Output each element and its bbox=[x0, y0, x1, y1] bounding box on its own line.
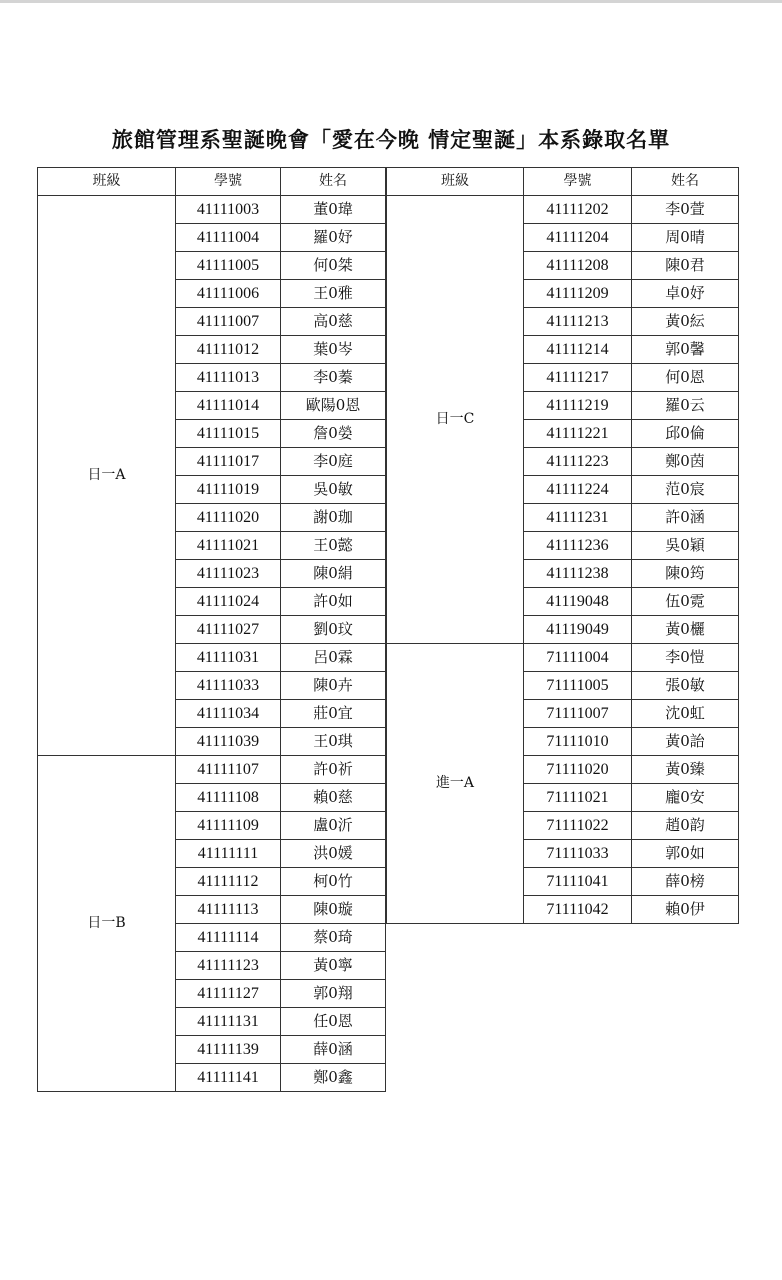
student-name-cell: 鄭0鑫 bbox=[281, 1064, 386, 1092]
student-name-cell: 黃0欐 bbox=[632, 616, 739, 644]
header-row bbox=[38, 168, 386, 196]
roster-table-right bbox=[386, 167, 739, 924]
student-id-cell: 41111219 bbox=[524, 392, 632, 420]
student-id-cell: 41111023 bbox=[176, 560, 281, 588]
student-name-cell: 劉0玟 bbox=[281, 616, 386, 644]
student-name-cell: 呂0霖 bbox=[281, 644, 386, 672]
student-name-cell: 柯0竹 bbox=[281, 868, 386, 896]
student-id-cell: 41111111 bbox=[176, 840, 281, 868]
table-row bbox=[38, 756, 386, 784]
student-name-cell: 賴0伊 bbox=[632, 896, 739, 924]
student-id-cell: 41111107 bbox=[176, 756, 281, 784]
student-name-cell: 蔡0琦 bbox=[281, 924, 386, 952]
student-id-cell: 41111014 bbox=[176, 392, 281, 420]
student-name-cell: 沈0虹 bbox=[632, 700, 739, 728]
student-id-cell: 41111031 bbox=[176, 644, 281, 672]
table-row bbox=[387, 644, 739, 672]
student-name-cell: 張0敏 bbox=[632, 672, 739, 700]
student-id-cell: 71111007 bbox=[524, 700, 632, 728]
student-id-cell: 41111017 bbox=[176, 448, 281, 476]
student-name-cell: 洪0媛 bbox=[281, 840, 386, 868]
top-divider bbox=[0, 0, 782, 3]
student-name-cell: 薛0榜 bbox=[632, 868, 739, 896]
student-id-cell: 41111217 bbox=[524, 364, 632, 392]
student-id-cell: 41111208 bbox=[524, 252, 632, 280]
student-id-cell: 41111113 bbox=[176, 896, 281, 924]
student-name-cell: 羅0云 bbox=[632, 392, 739, 420]
student-id-cell: 71111005 bbox=[524, 672, 632, 700]
student-id-cell: 71111022 bbox=[524, 812, 632, 840]
student-id-cell: 41111236 bbox=[524, 532, 632, 560]
student-name-cell: 陳0絹 bbox=[281, 560, 386, 588]
student-id-cell: 71111041 bbox=[524, 868, 632, 896]
student-id-cell: 71111020 bbox=[524, 756, 632, 784]
student-name-cell: 許0祈 bbox=[281, 756, 386, 784]
student-name-cell: 趙0韵 bbox=[632, 812, 739, 840]
student-name-cell: 王0雅 bbox=[281, 280, 386, 308]
student-id-cell: 41111015 bbox=[176, 420, 281, 448]
student-name-cell: 黃0寧 bbox=[281, 952, 386, 980]
student-id-cell: 71111010 bbox=[524, 728, 632, 756]
student-name-cell: 伍0霓 bbox=[632, 588, 739, 616]
student-name-cell: 龐0安 bbox=[632, 784, 739, 812]
table-row bbox=[38, 196, 386, 224]
student-name-cell: 黃0詒 bbox=[632, 728, 739, 756]
class-cell: 進一A bbox=[387, 644, 524, 924]
student-id-cell: 41111021 bbox=[176, 532, 281, 560]
student-id-cell: 41111131 bbox=[176, 1008, 281, 1036]
student-name-cell: 吳0敏 bbox=[281, 476, 386, 504]
student-id-cell: 41111141 bbox=[176, 1064, 281, 1092]
student-name-cell: 陳0君 bbox=[632, 252, 739, 280]
student-name-cell: 王0懿 bbox=[281, 532, 386, 560]
student-name-cell: 董0瑋 bbox=[281, 196, 386, 224]
student-name-cell: 賴0慈 bbox=[281, 784, 386, 812]
student-id-cell: 41111202 bbox=[524, 196, 632, 224]
student-name-cell: 羅0妤 bbox=[281, 224, 386, 252]
student-id-cell: 71111042 bbox=[524, 896, 632, 924]
class-cell: 日一A bbox=[38, 196, 176, 756]
student-id-cell: 71111004 bbox=[524, 644, 632, 672]
student-name-cell: 郭0馨 bbox=[632, 336, 739, 364]
student-name-cell: 郭0如 bbox=[632, 840, 739, 868]
student-name-cell: 高0慈 bbox=[281, 308, 386, 336]
header-row bbox=[387, 168, 739, 196]
student-id-cell: 71111021 bbox=[524, 784, 632, 812]
student-id-cell: 41111127 bbox=[176, 980, 281, 1008]
page-title: 旅館管理系聖誕晚會「愛在今晚 情定聖誕」本系錄取名單 bbox=[111, 127, 671, 152]
student-name-cell: 范0宸 bbox=[632, 476, 739, 504]
student-id-cell: 41111114 bbox=[176, 924, 281, 952]
student-name-cell: 郭0翔 bbox=[281, 980, 386, 1008]
student-id-cell: 41111112 bbox=[176, 868, 281, 896]
student-id-cell: 41111231 bbox=[524, 504, 632, 532]
student-id-cell: 41111238 bbox=[524, 560, 632, 588]
header-name: 姓名 bbox=[632, 168, 739, 196]
header-class: 班級 bbox=[38, 168, 176, 196]
student-name-cell: 陳0卉 bbox=[281, 672, 386, 700]
student-name-cell: 邱0倫 bbox=[632, 420, 739, 448]
header-class: 班級 bbox=[387, 168, 524, 196]
student-id-cell: 41111214 bbox=[524, 336, 632, 364]
student-id-cell: 41111004 bbox=[176, 224, 281, 252]
student-name-cell: 卓0妤 bbox=[632, 280, 739, 308]
student-id-cell: 41111034 bbox=[176, 700, 281, 728]
table-row bbox=[387, 196, 739, 224]
student-id-cell: 41111012 bbox=[176, 336, 281, 364]
student-name-cell: 陳0璇 bbox=[281, 896, 386, 924]
student-name-cell: 任0恩 bbox=[281, 1008, 386, 1036]
class-cell: 日一C bbox=[387, 196, 524, 644]
student-id-cell: 41111139 bbox=[176, 1036, 281, 1064]
student-id-cell: 41111209 bbox=[524, 280, 632, 308]
student-id-cell: 41111024 bbox=[176, 588, 281, 616]
header-student-id: 學號 bbox=[524, 168, 632, 196]
student-id-cell: 41119048 bbox=[524, 588, 632, 616]
student-name-cell: 詹0嫈 bbox=[281, 420, 386, 448]
student-name-cell: 薛0涵 bbox=[281, 1036, 386, 1064]
student-name-cell: 吳0穎 bbox=[632, 532, 739, 560]
student-name-cell: 李0庭 bbox=[281, 448, 386, 476]
student-id-cell: 41111003 bbox=[176, 196, 281, 224]
student-name-cell: 歐陽0恩 bbox=[281, 392, 386, 420]
roster-table-left bbox=[37, 167, 386, 1092]
student-id-cell: 41111039 bbox=[176, 728, 281, 756]
student-id-cell: 41119049 bbox=[524, 616, 632, 644]
student-name-cell: 何0恩 bbox=[632, 364, 739, 392]
student-name-cell: 葉0岑 bbox=[281, 336, 386, 364]
student-id-cell: 71111033 bbox=[524, 840, 632, 868]
student-name-cell: 王0琪 bbox=[281, 728, 386, 756]
student-id-cell: 41111019 bbox=[176, 476, 281, 504]
student-id-cell: 41111224 bbox=[524, 476, 632, 504]
student-name-cell: 李0蓁 bbox=[281, 364, 386, 392]
student-id-cell: 41111109 bbox=[176, 812, 281, 840]
student-name-cell: 黃0紜 bbox=[632, 308, 739, 336]
student-name-cell: 陳0筠 bbox=[632, 560, 739, 588]
student-id-cell: 41111005 bbox=[176, 252, 281, 280]
student-name-cell: 周0晴 bbox=[632, 224, 739, 252]
student-name-cell: 鄭0茵 bbox=[632, 448, 739, 476]
student-id-cell: 41111123 bbox=[176, 952, 281, 980]
student-id-cell: 41111221 bbox=[524, 420, 632, 448]
student-id-cell: 41111006 bbox=[176, 280, 281, 308]
student-name-cell: 何0桀 bbox=[281, 252, 386, 280]
class-cell: 日一B bbox=[38, 756, 176, 1092]
header-name: 姓名 bbox=[281, 168, 386, 196]
student-id-cell: 41111213 bbox=[524, 308, 632, 336]
student-name-cell: 李0萱 bbox=[632, 196, 739, 224]
student-name-cell: 莊0宜 bbox=[281, 700, 386, 728]
student-id-cell: 41111204 bbox=[524, 224, 632, 252]
student-id-cell: 41111108 bbox=[176, 784, 281, 812]
student-name-cell: 許0涵 bbox=[632, 504, 739, 532]
student-name-cell: 謝0珈 bbox=[281, 504, 386, 532]
student-name-cell: 李0愷 bbox=[632, 644, 739, 672]
student-name-cell: 黃0臻 bbox=[632, 756, 739, 784]
student-id-cell: 41111223 bbox=[524, 448, 632, 476]
student-name-cell: 許0如 bbox=[281, 588, 386, 616]
student-id-cell: 41111033 bbox=[176, 672, 281, 700]
student-id-cell: 41111020 bbox=[176, 504, 281, 532]
student-id-cell: 41111027 bbox=[176, 616, 281, 644]
student-name-cell: 盧0沂 bbox=[281, 812, 386, 840]
student-id-cell: 41111013 bbox=[176, 364, 281, 392]
header-student-id: 學號 bbox=[176, 168, 281, 196]
student-id-cell: 41111007 bbox=[176, 308, 281, 336]
